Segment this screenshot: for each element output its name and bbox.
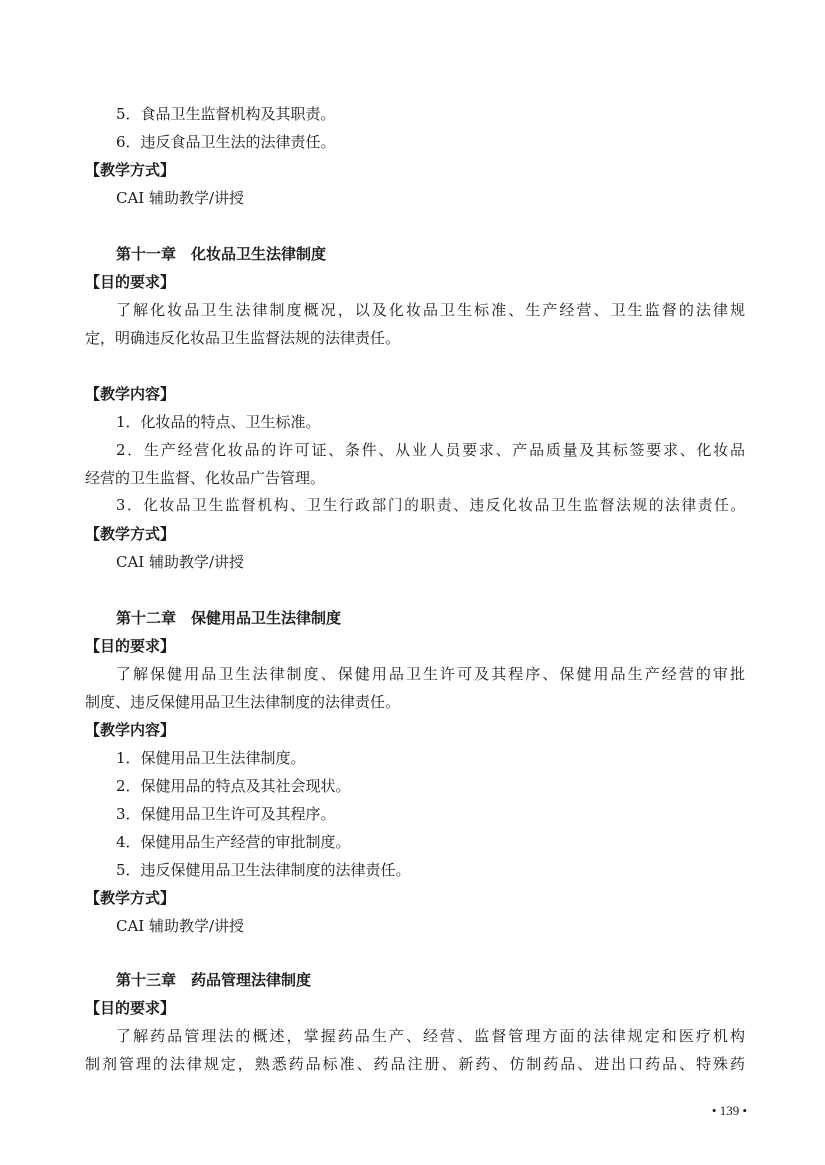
section-label: 【目的要求】 — [85, 637, 176, 655]
section-label: 【教学内容】 — [85, 721, 176, 739]
teaching-method: CAI 辅助教学/讲授 — [116, 189, 245, 207]
list-item: 3．保健用品卫生许可及其程序。 — [116, 805, 336, 823]
list-item: 3．化妆品卫生监督机构、卫生行政部门的职责、违反化妆品卫生监督法规的法律责任。 — [116, 497, 745, 514]
chapter-heading: 第十二章 保健用品卫生法律制度 — [116, 609, 342, 627]
list-item: 1．保健用品卫生法律制度。 — [116, 749, 306, 767]
paragraph-line: 了解药品管理法的概述，掌握药品生产、经营、监督管理方面的法律规定和医疗机构 — [116, 1027, 745, 1045]
list-item: 5．食品卫生监督机构及其职责。 — [116, 105, 336, 123]
list-item: 5．违反保健用品卫生法律制度的法律责任。 — [116, 861, 411, 879]
paragraph-line: 制剂管理的法律规定，熟悉药品标准、药品注册、新药、仿制药品、进出口药品、特殊药 — [85, 1055, 745, 1073]
section-label: 【教学方式】 — [85, 525, 176, 543]
paragraph-line: 经营的卫生监督、化妆品广告管理。 — [85, 469, 326, 487]
list-item: 2．保健用品的特点及其社会现状。 — [116, 777, 351, 795]
paragraph-line: 了解化妆品卫生法律制度概况，以及化妆品卫生标准、生产经营、卫生监督的法律规 — [116, 301, 745, 319]
paragraph-line: 制度、违反保健用品卫生法律制度的法律责任。 — [85, 693, 401, 711]
section-label: 【目的要求】 — [85, 999, 176, 1017]
chapter-heading: 第十一章 化妆品卫生法律制度 — [116, 245, 327, 263]
list-item: 6．违反食品卫生法的法律责任。 — [116, 133, 336, 151]
section-label: 【目的要求】 — [85, 273, 176, 291]
list-item: 4．保健用品生产经营的审批制度。 — [116, 833, 351, 851]
chapter-heading: 第十三章 药品管理法律制度 — [116, 971, 312, 989]
paragraph-line: 定，明确违反化妆品卫生监督法规的法律责任。 — [85, 329, 401, 347]
section-label: 【教学方式】 — [85, 161, 176, 179]
section-label: 【教学内容】 — [85, 385, 176, 403]
paragraph-line: 了解保健用品卫生法律制度、保健用品卫生许可及其程序、保健用品生产经营的审批 — [116, 665, 745, 683]
list-item: 1．化妆品的特点、卫生标准。 — [116, 413, 321, 431]
list-item: 2．生产经营化妆品的许可证、条件、从业人员要求、产品质量及其标签要求、化妆品 — [116, 441, 745, 459]
teaching-method: CAI 辅助教学/讲授 — [116, 917, 245, 935]
page-number: • 139 • — [711, 1103, 747, 1118]
section-label: 【教学方式】 — [85, 889, 176, 907]
teaching-method: CAI 辅助教学/讲授 — [116, 553, 245, 571]
